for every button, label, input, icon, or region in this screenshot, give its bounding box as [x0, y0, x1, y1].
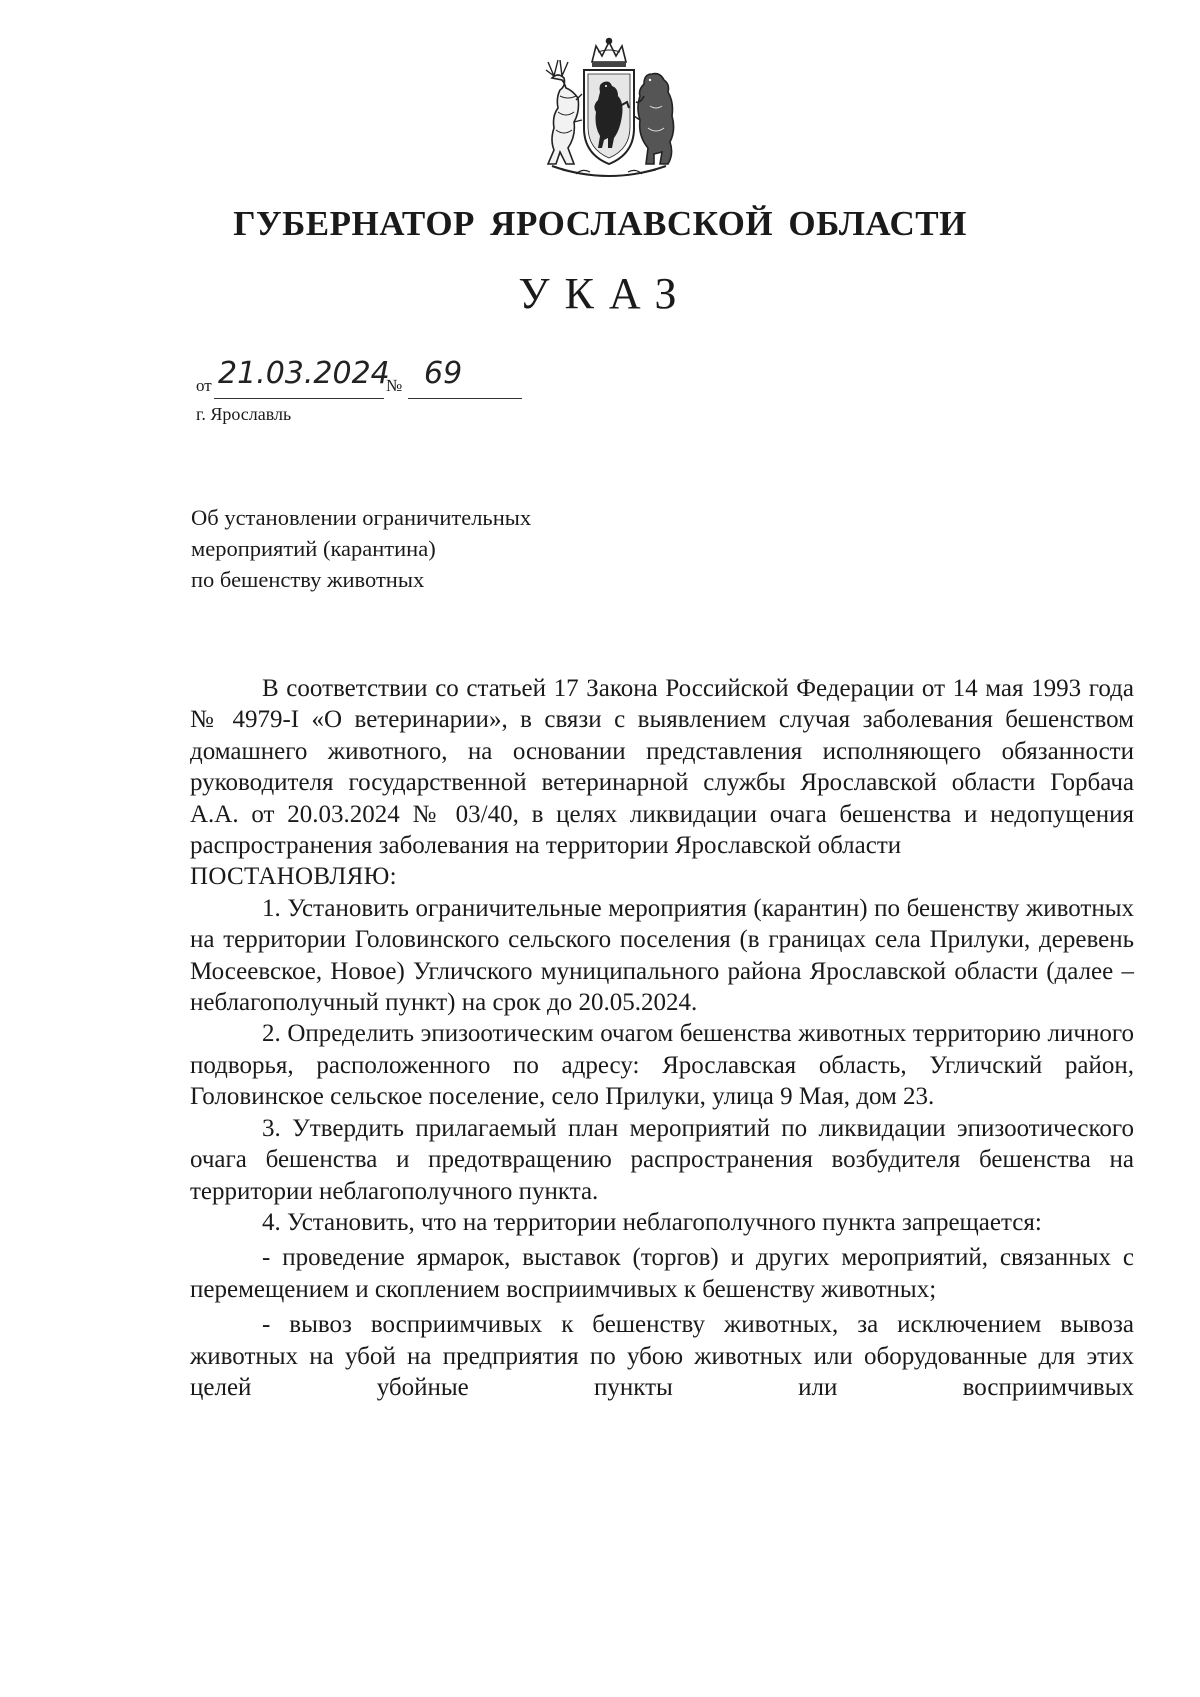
decree-item-2: 2. Определить эпизоотическим очагом бешенства животных территорию личного подворья, расположенного по адресу: Ярославская область, Угличский район, Головинское сельское поселение, село Прилуки, улица 9 Мая, дом 23. [190, 1020, 1134, 1111]
document-type: УКАЗ [518, 269, 692, 318]
decree-word: ПОСТАНОВЛЯЮ: [190, 863, 397, 891]
number-value: 69 [424, 356, 463, 391]
date-value: 21.03.2024 [218, 356, 390, 391]
prohibition-item: - проведение ярмарок, выставок (торгов) и других мероприятий, связанных с перемещением и скоплением восприимчивых к бешенству животных; [190, 1244, 1134, 1303]
prohibition-item: - вывоз восприимчивых к бешенству животных, за исключением вывоза животных на убой на предприятия по убою животных или оборудованные для этих целей убойные пункты или восприимчивых [190, 1311, 1134, 1401]
issuing-authority: ГУБЕРНАТОР ЯРОСЛАВСКОЙ ОБЛАСТИ [233, 204, 967, 243]
document-body [190, 673, 1134, 1403]
subject-line: Об установлении ограничительных [191, 505, 532, 530]
decree-item-4: 4. Установить, что на территории неблагополучного пункта запрещается: [262, 1208, 1042, 1236]
subject-line: мероприятий (карантина) [191, 536, 436, 561]
subject-line: по бешенству животных [191, 567, 425, 592]
date-prefix: от [196, 376, 212, 395]
city: г. Ярославль [196, 404, 292, 424]
date-underline [214, 398, 384, 399]
document-subject [191, 502, 691, 595]
decree-item-3: 3. Утвердить прилагаемый план мероприятий по ликвидации эпизоотического очага бешенства и предотвращению распространения возбудителя бешенства на территории неблагополучного пункта. [190, 1114, 1134, 1205]
number-underline [408, 398, 522, 399]
coat-of-arms-icon [532, 36, 686, 186]
decree-item-1: 1. Установить ограничительные мероприятия (карантин) по бешенству животных на территории Головинского сельского поселения (в границах села Прилуки, деревень Мосеевское, Новое) Угличского муниципального района Ярославской области (далее – неблагополучный пункт) на срок до 20.05.2024. [190, 894, 1134, 1017]
number-prefix: № [386, 376, 403, 395]
preamble-paragraph: В соответствии со статьей 17 Закона Российской Федерации от 14 мая 1993 года № 4979-I «О ветеринарии», в связи с выявлением случая заболевания бешенством домашнего животного, на основании представления исполняющего обязанности руководителя государственной ветеринарной службы Ярославской области Горбача А.А. от 20.03.2024 № 03/40, в целях ликвидации очага бешенства и недопущения распространения заболевания на территории Ярославской области [190, 675, 1134, 860]
